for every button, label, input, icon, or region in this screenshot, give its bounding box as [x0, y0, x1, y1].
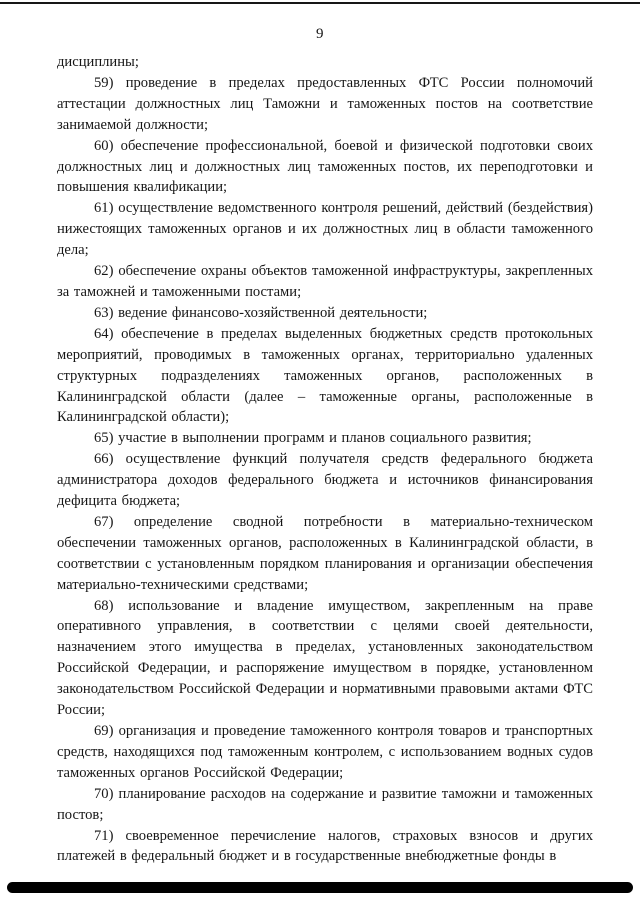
paragraph: 61) осуществление ведомственного контроля решений, действий (бездействия) нижестоящих таможенных органов и их должностных лиц в области таможенного дела; — [57, 200, 593, 259]
paragraph: 64) обеспечение в пределах выделенных бюджетных средств протокольных мероприятий, проводимых в таможенных органах, территориально удаленных структурных подразделениях таможенных органов, расположенных в Калининградской области (далее – таможенные органы, расположенные в Калининградской области); — [57, 325, 593, 426]
paragraph: дисциплины; — [57, 54, 139, 70]
paragraph: 71) своевременное перечисление налогов, страховых взносов и других платежей в федеральный бюджет и в государственные внебюджетные фонды в — [57, 827, 593, 865]
paragraph: 62) обеспечение охраны объектов таможенной инфраструктуры, закрепленных за таможней и таможенными постами; — [57, 263, 593, 300]
paragraph: 60) обеспечение профессиональной, боевой и физической подготовки своих должностных лиц и должностных лиц таможенных постов, их переподготовки и повышения квалификации; — [57, 137, 593, 196]
paragraph: 59) проведение в пределах предоставленных ФТС России полномочий аттестации должностных лиц Таможни и таможенных постов на соответствие занимаемой должности; — [57, 74, 593, 133]
paragraph: 63) ведение финансово-хозяйственной деятельности; — [94, 304, 428, 321]
page-number: 9 — [316, 26, 324, 42]
paragraph: 69) организация и проведение таможенного контроля товаров и транспортных средств, находящихся под таможенным контролем, с использованием водных судов таможенных органов Российской Федерации; — [57, 723, 593, 781]
scan-top-edge-line — [0, 2, 640, 4]
document-body — [0, 43, 640, 867]
scan-bottom-edge-bar — [7, 882, 633, 893]
paragraph: 68) использование и владение имуществом, закрепленным на праве оперативного управления, в соответствии с целями своей деятельности, назначением этого имущества в пределах, установленных законодательством Российской Федерации, и распоряжение имуществом в порядке, установленном законодательством Российской Федерации и нормативными правовыми актами ФТС России; — [57, 597, 593, 719]
paragraph: 66) осуществление функций получателя средств федерального бюджета администратора доходов федерального бюджета и источников финансирования дефицита бюджета; — [57, 451, 593, 510]
paragraph: 65) участие в выполнении программ и планов социального развития; — [94, 430, 532, 447]
paragraph: 67) определение сводной потребности в материально-техническом обеспечении таможенных органов, расположенных в Калининградской области, в соответствии с установленным порядком планирования и организации обеспечения материально-техническими средствами; — [57, 513, 593, 593]
paragraph: 70) планирование расходов на содержание и развитие таможни и таможенных постов; — [57, 785, 593, 823]
